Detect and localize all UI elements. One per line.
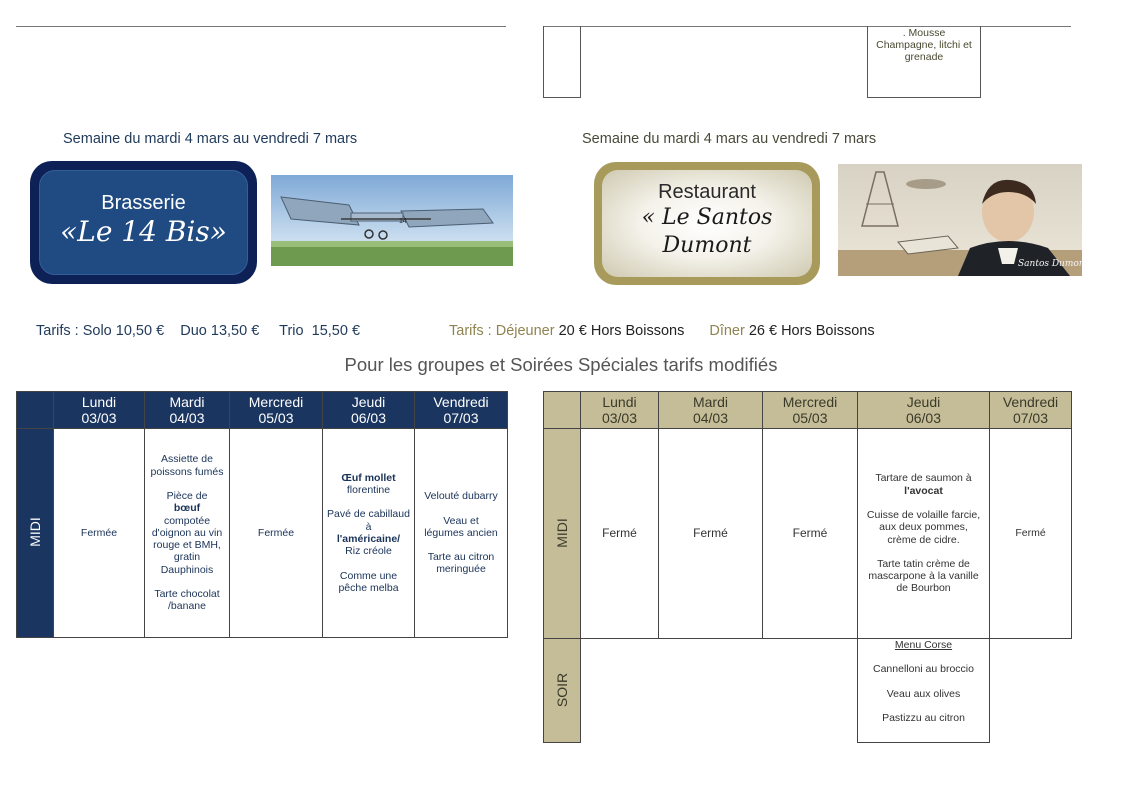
- brasserie-friday-cell: [415, 429, 508, 638]
- fragment-cell-2: [867, 26, 981, 98]
- restaurant-monday-cell: Fermé: [581, 429, 659, 639]
- menu-item: Assiette de poissons fumés: [150, 453, 224, 478]
- restaurant-name-line1: Restaurant: [658, 181, 756, 203]
- brasserie-monday-cell: Fermée: [54, 429, 145, 638]
- menu-item: Pastizzu au citron: [882, 711, 965, 724]
- brasserie-day-header: Lundi 03/03: [54, 392, 145, 429]
- restaurant-soir-label: SOIR: [553, 672, 570, 707]
- brasserie-logo-badge: [30, 161, 257, 284]
- brasserie-tarifs: Tarifs : Solo 10,50 € Duo 13,50 € Trio 15,50 €: [36, 323, 361, 339]
- restaurant-day-header: Mardi 04/03: [659, 392, 763, 429]
- restaurant-day-header: Vendredi 07/03: [990, 392, 1072, 429]
- brasserie-midi-label-cell: [17, 429, 54, 638]
- restaurant-midi-label: MIDI: [554, 517, 570, 548]
- restaurant-wednesday-cell: Fermé: [763, 429, 858, 639]
- tarif-diner-value: 26 € Hors Boissons: [744, 323, 875, 339]
- restaurant-day-header: Jeudi 06/03: [858, 392, 990, 429]
- menu-item: Tarte chocolat /banane: [154, 588, 220, 613]
- restaurant-name-italic: [594, 204, 820, 260]
- menu-item: Tartare de saumon à l'avocat: [875, 472, 972, 497]
- restaurant-day-header: Mercredi 05/03: [763, 392, 858, 429]
- brasserie-wednesday-cell: Fermée: [230, 429, 323, 638]
- restaurant-tarifs: [449, 323, 875, 339]
- airplane-image: [271, 175, 513, 266]
- menu-item: Cuisse de volaille farcie, aux deux pommes, crème de cidre.: [866, 508, 981, 546]
- top-rule-right: [543, 26, 1071, 27]
- brasserie-day-header: Mercredi 05/03: [230, 392, 323, 429]
- menu-item: Pavé de cabillaud à l'américaine/ Riz créole: [327, 508, 410, 558]
- restaurant-soir-row: [544, 639, 1072, 743]
- restaurant-midi-label-cell: [544, 429, 581, 639]
- restaurant-soir-label-cell: [544, 639, 581, 743]
- svg-text:14: 14: [399, 218, 407, 225]
- brasserie-name-line1: Brasserie: [101, 192, 186, 214]
- top-rule-left: [16, 26, 506, 27]
- svg-text:Santos Dumont: Santos Dumont: [1018, 259, 1082, 269]
- menu-item: Comme une pêche melba: [338, 569, 399, 594]
- restaurant-thursday-cell: [858, 429, 990, 639]
- brasserie-week: Semaine du mardi 4 mars au vendredi 7 mars: [63, 131, 358, 147]
- restaurant-tuesday-cell: Fermé: [659, 429, 763, 639]
- brasserie-menu-table: [16, 391, 508, 638]
- restaurant-menu-table: [543, 391, 1072, 743]
- menu-item: Œuf mollet florentine: [341, 471, 396, 497]
- menu-item: Tarte tatin crème de mascarpone à la vanille de Bourbon: [868, 557, 979, 595]
- groupes-notice: Pour les groupes et Soirées Spéciales tarifs modifiés: [344, 354, 778, 375]
- restaurant-logo-badge: [594, 162, 820, 285]
- restaurant-friday-cell: Fermé: [990, 429, 1072, 639]
- menu-item: Cannelloni au broccio: [873, 663, 974, 676]
- brasserie-day-header: Mardi 04/03: [145, 392, 230, 429]
- restaurant-week: Semaine du mardi 4 mars au vendredi 7 mars: [582, 131, 877, 147]
- restaurant-name-line3: Dumont: [662, 233, 752, 258]
- brasserie-day-header: Vendredi 07/03: [415, 392, 508, 429]
- restaurant-soir-thursday-cell: [858, 639, 990, 743]
- brasserie-header-row: [17, 392, 508, 429]
- restaurant-header-row: [544, 392, 1072, 429]
- menu-item: Pièce de bœuf compotée d'oignon au vin rouge et BMH, gratin Dauphinois: [151, 489, 223, 576]
- menu-item: Velouté dubarry: [424, 490, 498, 503]
- brasserie-day-header: Jeudi 06/03: [323, 392, 415, 429]
- tarif-dejeuner-value: 20 € Hors Boissons: [554, 323, 685, 339]
- menu-item: Veau aux olives: [886, 687, 961, 700]
- fragment-text: . Mousse Champagne, litchi et grenade: [876, 27, 972, 63]
- menu-title: Menu Corse: [894, 639, 953, 651]
- tarif-dejeuner-label: Tarifs : Déjeuner: [449, 323, 555, 339]
- brasserie-midi-label: MIDI: [27, 517, 43, 547]
- brasserie-name-line2: «Le 14 Bis»: [60, 215, 227, 248]
- menu-item: Veau et légumes ancien: [424, 514, 498, 539]
- restaurant-day-header: Lundi 03/03: [581, 392, 659, 429]
- brasserie-thursday-cell: [323, 429, 415, 638]
- brasserie-tuesday-cell: [145, 429, 230, 638]
- tarif-diner-label: Dîner: [709, 323, 745, 339]
- santos-dumont-image: [838, 164, 1082, 276]
- restaurant-name-line2: « Le Santos: [641, 205, 773, 230]
- restaurant-midi-row: [544, 429, 1072, 639]
- brasserie-midi-row: [17, 429, 508, 638]
- fragment-cell-1: [543, 26, 581, 98]
- menu-item: Tarte au citron meringuée: [427, 551, 495, 576]
